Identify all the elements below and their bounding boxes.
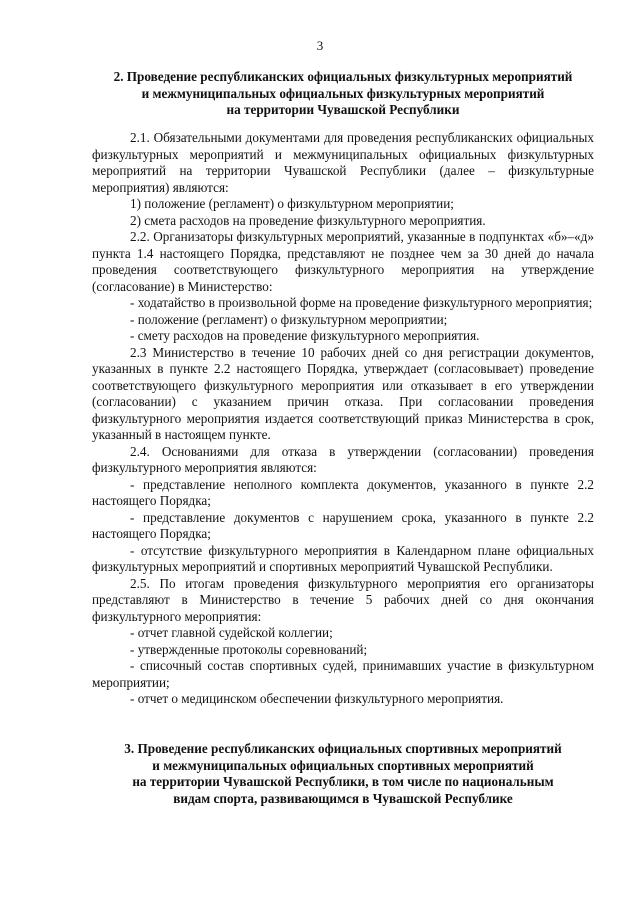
list-item: - ходатайство в произвольной форме на проведение физкультурного мероприятия; <box>130 295 593 310</box>
heading-line: и межмуниципальных официальных физкультурных мероприятий <box>141 85 545 101</box>
section-3-heading <box>92 741 594 807</box>
list-item: - представление неполного комплекта документов, указанного в пункте 2.2 настоящего Порядка; <box>92 476 594 508</box>
paragraph-2-5: 2.5. По итогам проведения физкультурного мероприятия его организаторы представляют в Министерство в течение 5 рабочих дней со дня окончания физкультурного мероприятия: <box>92 575 594 624</box>
paragraph-2-4: 2.4. Основаниями для отказа в утверждении (согласовании) проведения физкультурного мероприятия являются: <box>92 443 594 475</box>
section-2-body <box>92 130 594 708</box>
list-item: - утвержденные протоколы соревнований; <box>130 641 368 657</box>
paragraph-2-1: 2.1. Обязательными документами для проведения республиканских официальных физкультурных мероприятий и межмуниципальных официальных физкультурных мероприятий на территории Чувашской Республики (далее – физкультурные мероприятия) являются: <box>92 130 594 195</box>
list-item: 1) положение (регламент) о физкультурном мероприятии; <box>130 196 454 211</box>
list-item: - списочный состав спортивных судей, принимавших участие в физкультурном мероприятии; <box>92 658 594 690</box>
page-number: 3 <box>316 38 324 53</box>
heading-line: 3. Проведение республиканских официальных спортивных мероприятий <box>124 741 562 756</box>
list-item: - отчет о медицинском обеспечении физкультурного мероприятия. <box>130 691 504 706</box>
paragraph-2-2: 2.2. Организаторы физкультурных мероприятий, указанные в подпунктах «б»–«д» пункта 1.4 настоящего Порядка, представляют не позднее чем за 30 дней до начала проведения соответствующего физкультурного мероприятия на утверждение (согласование) в Министерство: <box>92 229 594 294</box>
heading-line: и межмуниципальных официальных спортивных мероприятий <box>152 757 534 773</box>
heading-line: на территории Чувашской Республики <box>226 102 460 117</box>
list-item: 2) смета расходов на проведение физкультурного мероприятия. <box>130 212 486 228</box>
list-item: - отсутствие физкультурного мероприятия в Календарном плане официальных физкультурных мероприятий и спортивных мероприятий Чувашской Республики. <box>92 542 594 574</box>
list-item: - отчет главной судейской коллегии; <box>130 625 333 640</box>
heading-line: на территории Чувашской Республики, в том числе по национальным <box>132 774 554 789</box>
list-item: - положение (регламент) о физкультурном мероприятии; <box>130 311 448 327</box>
heading-line: 2. Проведение республиканских официальных физкультурных мероприятий <box>113 69 573 84</box>
list-item: - смету расходов на проведение физкультурного мероприятия. <box>130 328 480 343</box>
section-2-heading <box>92 69 594 119</box>
paragraph-2-3: 2.3 Министерство в течение 10 рабочих дней со дня регистрации документов, указанных в пункте 2.2 настоящего Порядка, утверждает (согласовывает) проведение соответствующего физкультурного мероприятия или отказывает в его утверждении (согласовании) с указанием причин отказа. При согласовании проведения физкультурного мероприятия издается соответствующий приказ Министерства в срок, указанный в настоящем пункте. <box>92 344 594 442</box>
list-item: - представление документов с нарушением срока, указанного в пункте 2.2 настоящего Порядка; <box>92 509 594 541</box>
heading-line: видам спорта, развивающимся в Чувашской Республике <box>173 790 513 806</box>
